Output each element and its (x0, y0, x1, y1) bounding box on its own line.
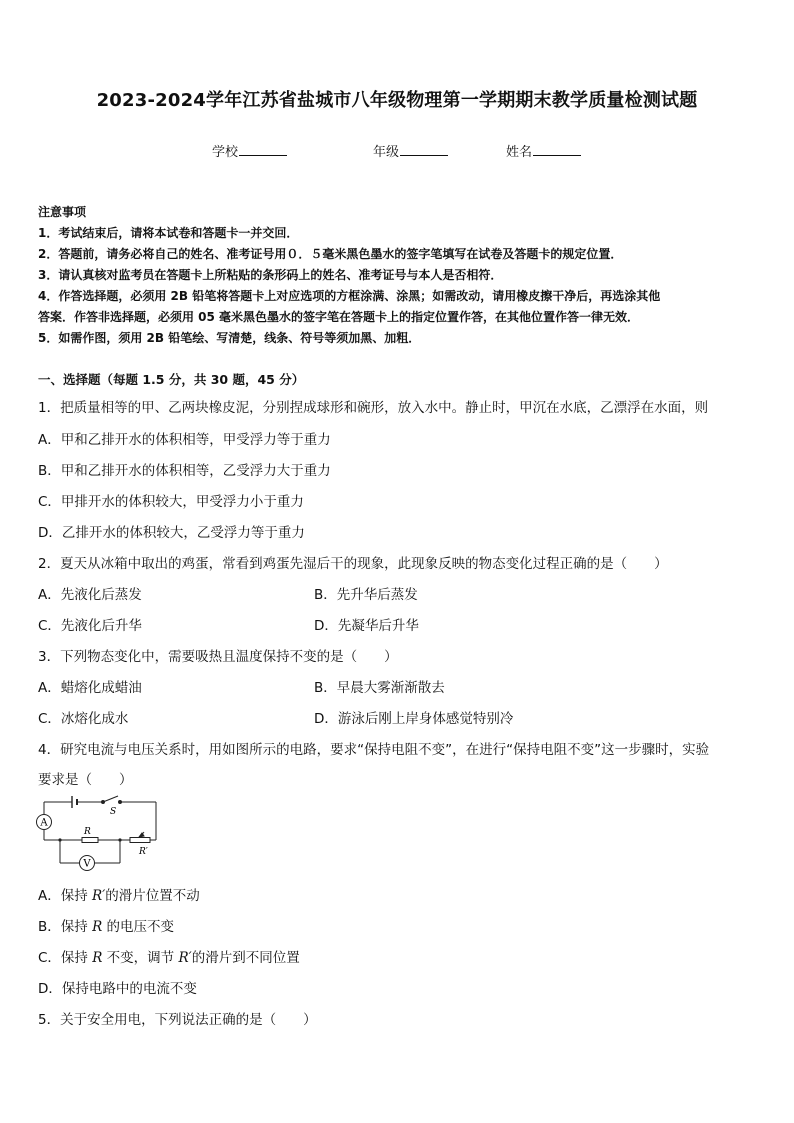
question-1-option-a: A．甲和乙排开水的体积相等，甲受浮力等于重力 (38, 432, 331, 448)
resistor-label: R (84, 827, 91, 837)
notice-item: 5．如需作图，须用 2B 铅笔绘、写清楚，线条、符号等须加黑、加粗． (38, 331, 421, 345)
school-field (212, 141, 287, 160)
name-blank (533, 143, 581, 156)
circuit-diagram (34, 790, 164, 874)
question-4-option-d: D．保持电路中的电流不变 (38, 981, 197, 997)
name-field (506, 141, 581, 160)
question-2-option-c: C．先液化后升华 (38, 618, 142, 634)
option-c-variable-1: R (92, 950, 103, 966)
option-b-prefix: B．保持 (38, 919, 93, 935)
question-1-option-d: D．乙排开水的体积较大，乙受浮力等于重力 (38, 525, 305, 541)
option-c-variable-2: R′ (178, 950, 192, 966)
grade-label: 年级 (373, 145, 400, 160)
option-b-text: 的电压不变 (102, 919, 175, 935)
question-2-option-a: A．先液化后蒸发 (38, 587, 142, 603)
question-2-stem: 2．夏天从冰箱中取出的鸡蛋，常看到鸡蛋先湿后干的现象，此现象反映的物态变化过程正确的是（ ） (38, 556, 668, 572)
question-4-stem-continued: 要求是（ ） (38, 772, 133, 788)
question-3-option-c: C．冰熔化成水 (38, 711, 129, 727)
ammeter-label: A (40, 817, 48, 829)
option-a-variable: R′ (92, 888, 106, 904)
option-a-text: 的滑片位置不动 (105, 888, 200, 904)
question-2-option-d: D．先凝华后升华 (314, 618, 419, 634)
school-blank (239, 143, 287, 156)
option-b-variable: R (92, 919, 103, 935)
question-2-option-b: B．先升华后蒸发 (314, 587, 418, 603)
question-1-option-c: C．甲排开水的体积较大，甲受浮力小于重力 (38, 494, 304, 510)
question-4-option-b (38, 915, 174, 935)
question-3-stem: 3．下列物态变化中，需要吸热且温度保持不变的是（ ） (38, 649, 398, 665)
option-c-prefix: C．保持 (38, 950, 93, 966)
section-heading: 一、选择题（每题 1.5 分，共 30 题，45 分） (38, 372, 305, 387)
question-4-option-a (38, 884, 200, 904)
notice-item: 2．答题前，请务必将自己的姓名、准考证号用０．５毫米黑色墨水的签字笔填写在试卷及答题卡的规定位置． (38, 247, 623, 261)
question-3-option-b: B．早晨大雾渐渐散去 (314, 680, 445, 696)
grade-blank (400, 143, 448, 156)
notice-item: 4．作答选择题，必须用 2B 铅笔将答题卡上对应选项的方框涂满、涂黑；如需改动，请用橡皮擦干净后，再选涂其他 (38, 289, 661, 303)
notice-item: 答案．作答非选择题，必须用 05 毫米黑色墨水的签字笔在答题卡上的指定位置作答，在其他位置作答一律无效． (38, 310, 640, 324)
notice-item: 3．请认真核对监考员在答题卡上所粘贴的条形码上的姓名、准考证号与本人是否相符． (38, 268, 503, 282)
question-5-stem: 5．关于安全用电，下列说法正确的是（ ） (38, 1012, 317, 1028)
voltmeter-label: V (83, 858, 91, 870)
question-1-stem: 1．把质量相等的甲、乙两块橡皮泥，分别捏成球形和碗形，放入水中。静止时，甲沉在水底，乙漂浮在水面，则 (38, 400, 709, 416)
school-label: 学校 (212, 145, 239, 160)
notice-heading: 注意事项 (38, 205, 87, 219)
question-3-option-a: A．蜡熔化成蜡油 (38, 680, 142, 696)
grade-field (373, 141, 448, 160)
notice-item: 1．考试结束后，请将本试卷和答题卡一并交回． (38, 226, 299, 240)
switch-label: S (110, 807, 117, 817)
rheostat-label: R′ (139, 847, 148, 857)
option-c-middle: 不变，调节 (102, 950, 179, 966)
question-4-option-c (38, 946, 300, 966)
option-c-text: 的滑片到不同位置 (191, 950, 300, 966)
page-title: 2023-2024学年江苏省盐城市八年级物理第一学期期末教学质量检测试题 (96, 90, 698, 111)
option-a-prefix: A．保持 (38, 888, 93, 904)
question-1-option-b: B．甲和乙排开水的体积相等，乙受浮力大于重力 (38, 463, 331, 479)
name-label: 姓名 (506, 145, 533, 160)
question-3-option-d: D．游泳后刚上岸身体感觉特别冷 (314, 711, 514, 727)
question-4-stem: 4．研究电流与电压关系时，用如图所示的电路，要求“保持电阻不变”，在进行“保持电阻不变”这一步骤时，实验 (38, 742, 710, 758)
